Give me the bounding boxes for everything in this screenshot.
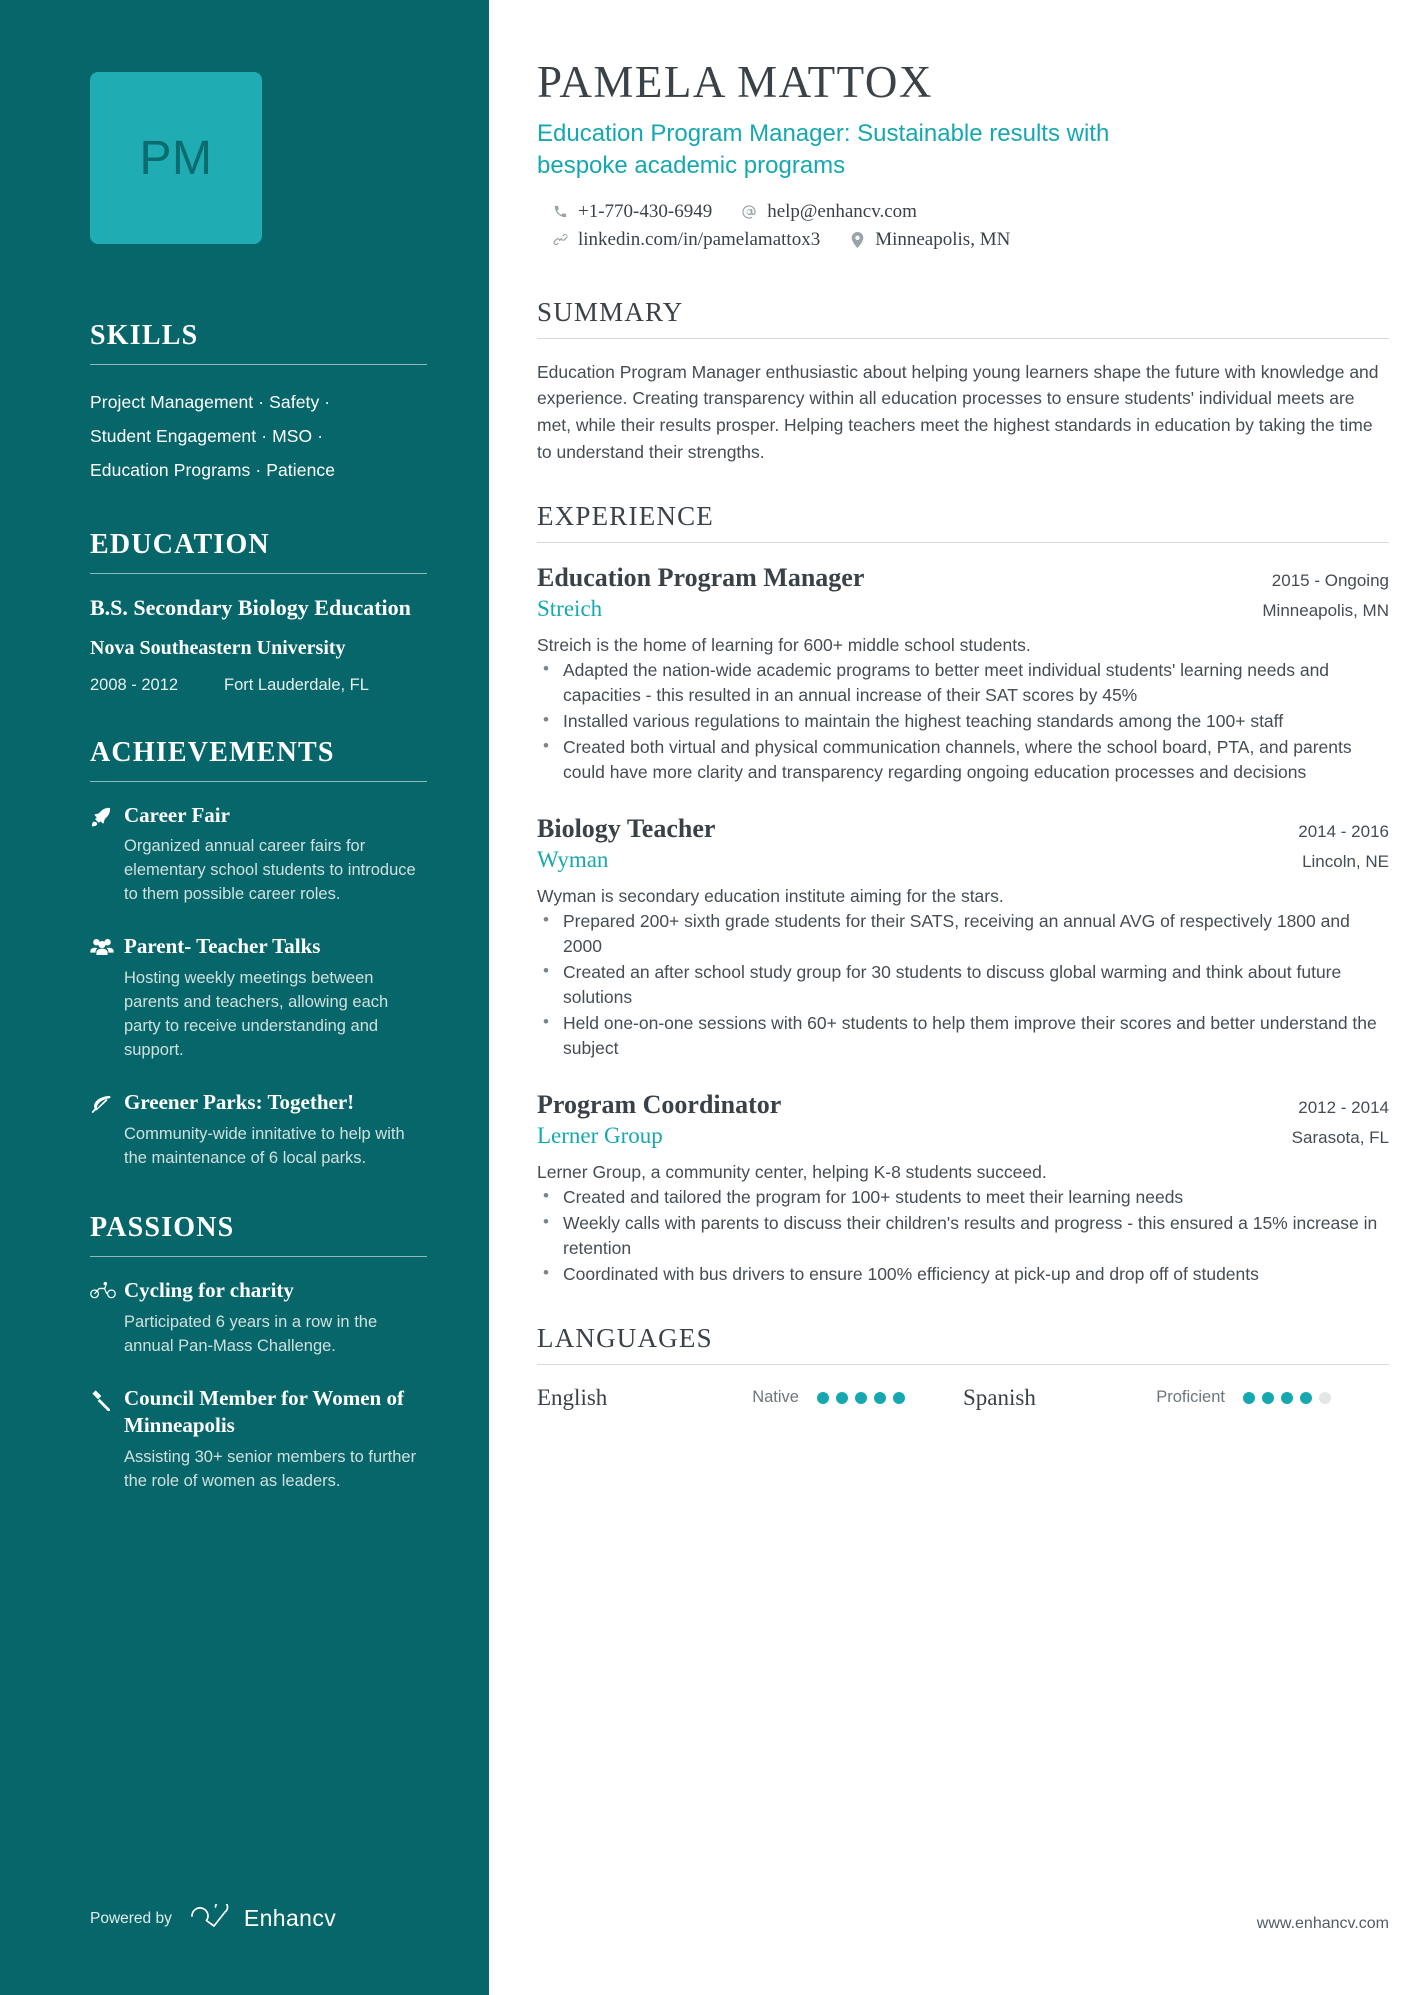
achievement-item xyxy=(90,802,427,908)
website-footer: www.enhancv.com xyxy=(1256,1915,1389,1932)
achievement-body xyxy=(124,802,427,908)
achievements-section xyxy=(90,737,427,1171)
job-bullet: • Installed various regulations to maintain the highest teaching standards among the 100+ staff xyxy=(537,709,1389,734)
achievements-heading: ACHIEVEMENTS xyxy=(90,736,335,768)
avatar-initials: PM xyxy=(139,131,213,185)
contact-list xyxy=(537,201,1389,251)
experience-divider xyxy=(537,542,1389,543)
achievement-title: Greener Parks: Together! xyxy=(124,1089,355,1114)
job-title: Biology Teacher xyxy=(537,814,716,844)
language-name: Spanish xyxy=(963,1384,1036,1410)
education-section xyxy=(90,529,427,694)
education-location: Fort Lauderdale, FL xyxy=(224,675,369,694)
contact-row xyxy=(549,229,1389,251)
passions-heading: PASSIONS xyxy=(90,1212,235,1244)
job-title: Program Coordinator xyxy=(537,1090,782,1120)
experience-title-row xyxy=(537,563,1389,593)
rating-dot-filled xyxy=(836,1392,848,1404)
experience-item xyxy=(537,563,1389,784)
leaf-icon xyxy=(90,1089,124,1171)
powered-by-label: Powered by xyxy=(90,1909,172,1927)
experience-item xyxy=(537,814,1389,1060)
achievement-item xyxy=(90,933,427,1063)
achievement-title: Parent- Teacher Talks xyxy=(124,934,321,959)
contact-row xyxy=(549,201,1389,223)
enhancv-wordmark: Enhancv xyxy=(243,1905,337,1931)
job-dates: 2015 - Ongoing xyxy=(1271,571,1389,591)
contact-phone-text: +1-770-430-6949 xyxy=(578,200,713,222)
location-pin-icon xyxy=(846,232,868,248)
job-bullet: • Created an after school study group for 30 students to discuss global warming and think about future solutions xyxy=(537,960,1389,1010)
achievement-title: Career Fair xyxy=(124,802,230,827)
skills-line: Education Programs · Patience xyxy=(90,460,336,481)
rating-dot-filled xyxy=(1243,1392,1255,1404)
contact-email-text: help@enhancv.com xyxy=(767,200,917,222)
enhancv-mark-icon xyxy=(190,1904,234,1933)
job-description: Lerner Group, a community center, helping K-8 students succeed. xyxy=(537,1162,1047,1183)
achievement-description: Organized annual career fairs for elementary school students to introduce to them possible career roles. xyxy=(124,837,416,904)
passion-description: Assisting 30+ senior members to further the role of women as leaders. xyxy=(124,1447,417,1490)
achievement-description: Hosting weekly meetings between parents and teachers, allowing each party to receive understanding and support. xyxy=(124,969,389,1059)
experience-title-row xyxy=(537,814,1389,844)
job-bullets xyxy=(537,1185,1389,1286)
contact-linkedin-text: linkedin.com/in/pamelamattox3 xyxy=(578,228,821,250)
summary-heading: SUMMARY xyxy=(537,296,684,327)
experience-company-row xyxy=(537,844,1389,873)
achievement-item xyxy=(90,1089,427,1171)
experience-company-row xyxy=(537,1120,1389,1149)
language-item xyxy=(963,1385,1331,1411)
job-bullet: • Weekly calls with parents to discuss their children's results and progress - this ensured a 15% increase in retention xyxy=(537,1211,1389,1261)
skills-heading: SKILLS xyxy=(90,320,199,351)
job-company: Wyman xyxy=(537,847,609,873)
contact-location-text: Minneapolis, MN xyxy=(875,228,1011,250)
email-icon xyxy=(738,204,760,220)
education-dates: 2008 - 2012 xyxy=(90,675,179,694)
language-item xyxy=(537,1385,905,1411)
passions-divider xyxy=(90,1256,427,1257)
contact-linkedin[interactable] xyxy=(549,229,820,251)
passion-item xyxy=(90,1385,427,1494)
experience-section xyxy=(537,501,1389,1287)
experience-title-row xyxy=(537,1090,1389,1120)
job-bullet: • Created and tailored the program for 100+ students to meet their learning needs xyxy=(537,1185,1389,1210)
contact-email[interactable] xyxy=(738,201,917,223)
job-location: Minneapolis, MN xyxy=(1262,601,1389,621)
rating-dot-filled xyxy=(1281,1392,1293,1404)
summary-section xyxy=(537,297,1389,465)
achievements-divider xyxy=(90,781,427,782)
enhancv-logo xyxy=(190,1904,336,1933)
passion-body xyxy=(124,1277,427,1359)
job-title: Education Program Manager xyxy=(537,563,865,593)
sidebar-footer xyxy=(90,1904,336,1933)
rating-dot-filled xyxy=(1262,1392,1274,1404)
rocket-icon xyxy=(90,802,124,908)
experience-heading: EXPERIENCE xyxy=(537,501,714,532)
job-company: Lerner Group xyxy=(537,1123,663,1149)
experience-company-row xyxy=(537,593,1389,622)
languages-heading: LANGUAGES xyxy=(537,1322,713,1353)
education-school: Nova Southeastern University xyxy=(90,636,346,659)
page-title: PAMELA MATTOX xyxy=(537,57,933,107)
contact-phone[interactable] xyxy=(549,201,712,223)
experience-item xyxy=(537,1090,1389,1286)
summary-text: Education Program Manager enthusiastic about helping young learners shape the future with knowledge and experience. Creating transparency within all education processes to ensure students' individual meets are met, while their results prosper. Helping teachers meet the highest standards in education by taking the time to understand their strengths. xyxy=(537,361,1379,462)
languages-divider xyxy=(537,1364,1389,1365)
skills-line: Project Management · Safety · xyxy=(90,392,331,412)
achievement-body xyxy=(124,1089,427,1171)
job-bullet: • Created both virtual and physical communication channels, where the school board, PTA, and parents could have more clarity and transparency regarding ongoing education processes and decisions xyxy=(537,735,1389,785)
language-name: English xyxy=(537,1384,608,1410)
skills-line: Student Engagement · MSO · xyxy=(90,426,324,447)
passion-title: Council Member for Women of Minneapolis xyxy=(124,1386,404,1438)
passion-item xyxy=(90,1277,427,1359)
job-bullet: • Adapted the nation-wide academic programs to better meet individual students' learning needs and capacities - this resulted in an annual increase of their SAT scores by 45% xyxy=(537,658,1389,708)
languages-section xyxy=(537,1323,1389,1411)
avatar xyxy=(90,72,262,244)
passion-title: Cycling for charity xyxy=(124,1278,294,1303)
passion-description: Participated 6 years in a row in the annual Pan-Mass Challenge. xyxy=(124,1313,378,1356)
contact-location[interactable] xyxy=(846,229,1010,251)
skills-divider xyxy=(90,364,427,365)
job-description: Wyman is secondary education institute aiming for the stars. xyxy=(537,886,1004,907)
job-bullets xyxy=(537,909,1389,1060)
bicycle-icon xyxy=(90,1277,124,1359)
job-dates: 2014 - 2016 xyxy=(1298,822,1389,842)
language-level: Proficient xyxy=(1156,1388,1225,1407)
rating-dot-empty xyxy=(1319,1392,1331,1404)
main-column xyxy=(489,0,1410,1995)
job-company: Streich xyxy=(537,596,603,622)
gavel-icon xyxy=(90,1385,124,1494)
job-bullets xyxy=(537,658,1389,784)
job-dates: 2012 - 2014 xyxy=(1298,1098,1389,1118)
skills-section xyxy=(90,320,427,487)
headline: Education Program Manager: Sustainable results with bespoke academic programs xyxy=(537,120,1110,180)
rating-dot-filled xyxy=(817,1392,829,1404)
language-level: Native xyxy=(752,1388,799,1407)
language-rating-dots xyxy=(1243,1392,1331,1404)
education-degree: B.S. Secondary Biology Education xyxy=(90,595,411,621)
summary-divider xyxy=(537,338,1389,339)
achievement-body xyxy=(124,933,427,1063)
link-icon xyxy=(549,232,571,247)
rating-dot-filled xyxy=(1300,1392,1312,1404)
job-description: Streich is the home of learning for 600+ middle school students. xyxy=(537,635,1031,656)
users-icon xyxy=(90,933,124,1063)
rating-dot-filled xyxy=(855,1392,867,1404)
passion-body xyxy=(124,1385,427,1494)
languages-row xyxy=(537,1385,1389,1411)
job-bullet: • Held one-on-one sessions with 60+ students to help them improve their scores and better understand the subject xyxy=(537,1011,1389,1061)
rating-dot-filled xyxy=(893,1392,905,1404)
job-bullet: • Coordinated with bus drivers to ensure 100% efficiency at pick-up and drop off of students xyxy=(537,1262,1389,1287)
rating-dot-filled xyxy=(874,1392,886,1404)
education-meta xyxy=(90,676,427,695)
passions-section xyxy=(90,1212,427,1493)
education-heading: EDUCATION xyxy=(90,529,270,561)
phone-icon xyxy=(549,204,571,219)
achievement-description: Community-wide innitative to help with the maintenance of 6 local parks. xyxy=(124,1124,405,1167)
job-location: Sarasota, FL xyxy=(1291,1128,1389,1148)
language-rating-dots xyxy=(817,1392,905,1404)
sidebar xyxy=(0,0,489,1995)
job-location: Lincoln, NE xyxy=(1302,852,1389,872)
job-bullet: • Prepared 200+ sixth grade students for their SATS, receiving an annual AVG of respectively 1800 and 2000 xyxy=(537,909,1389,959)
education-divider xyxy=(90,573,427,574)
